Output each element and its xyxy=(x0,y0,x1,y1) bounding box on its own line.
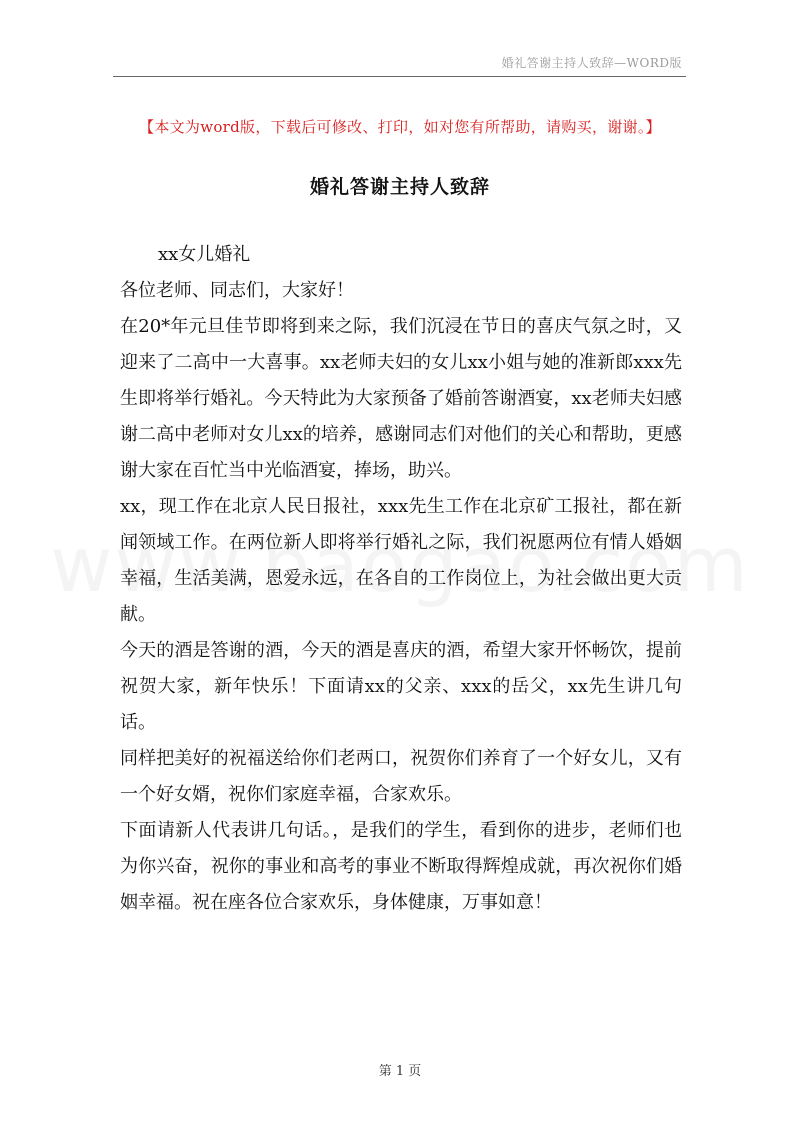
body-paragraph: xx，现工作在北京人民日报社，xxx先生工作在北京矿工报社，都在新闻领域工作。在两位新人即将举行婚礼之际，我们祝愿两位有情人婚姻幸福，生活美满，恩爱永远，在各自的工作岗位上，为社会做出更大贡献。 xyxy=(120,496,682,625)
running-header: 婚礼答谢主持人致辞—WORD版 xyxy=(501,56,682,70)
document-body xyxy=(120,237,682,921)
body-paragraph: 今天的酒是答谢的酒，今天的酒是喜庆的酒，希望大家开怀畅饮，提前祝贺大家，新年快乐！下面请xx的父亲、xxx的岳父，xx先生讲几句话。 xyxy=(120,640,682,733)
body-paragraph: 同样把美好的祝福送给你们老两口，祝贺你们养育了一个好女儿，又有一个好女婿，祝你们家庭幸福，合家欢乐。 xyxy=(120,748,682,805)
download-notice: 【本文为word版，下载后可修改、打印，如对您有所帮助，请购买，谢谢。】 xyxy=(139,118,661,136)
greeting-paragraph: 各位老师、同志们，大家好！ xyxy=(120,280,354,301)
subtitle-line: xx女儿婚礼 xyxy=(158,244,251,265)
header-divider xyxy=(113,76,686,77)
document-title: 婚礼答谢主持人致辞 xyxy=(309,176,490,198)
page-number: 第 1 页 xyxy=(378,1064,422,1079)
body-paragraph: 下面请新人代表讲几句话。，是我们的学生，看到你的进步，老师们也为你兴奋，祝你的事业和高考的事业不断取得辉煌成就，再次祝你们婚姻幸福。祝在座各位合家欢乐，身体健康，万事如意！ xyxy=(120,820,682,913)
body-paragraph: 在20*年元旦佳节即将到来之际，我们沉浸在节日的喜庆气氛之时，又迎来了二高中一大喜事。xx老师夫妇的女儿xx小姐与她的准新郎xxx先生即将举行婚礼。今天特此为大家预备了婚前答谢酒宴，xx老师夫妇感谢二高中老师对女儿xx的培养，感谢同志们对他们的关心和帮助，更感谢大家在百忙当中光临酒宴，捧场，助兴。 xyxy=(120,316,682,481)
